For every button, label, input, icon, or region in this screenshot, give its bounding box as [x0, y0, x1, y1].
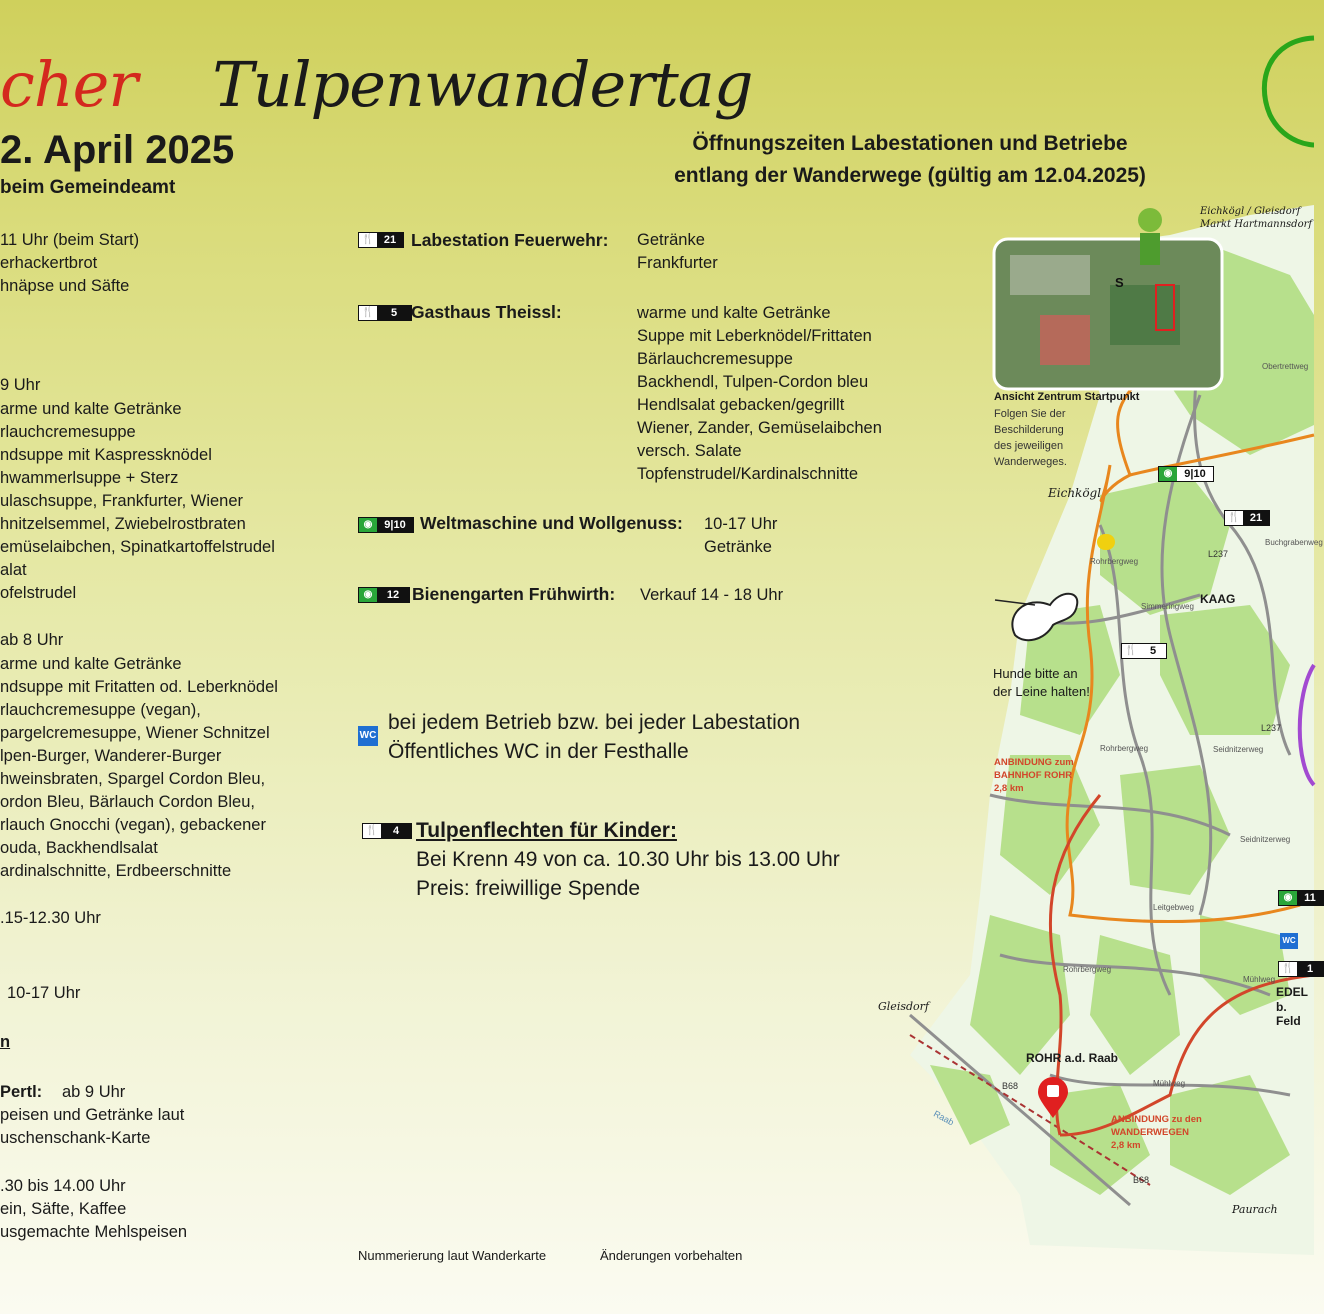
- place-paurach: Paurach: [1232, 1203, 1278, 1216]
- road-label: Rohrbergweg: [1100, 744, 1149, 753]
- page-title: [0, 48, 752, 121]
- inset-text-line: Folgen Sie der: [994, 408, 1066, 420]
- header-line-2: entlang der Wanderwege (gültig am 12.04.2025): [674, 164, 1146, 187]
- map-badge-9-10: [1158, 466, 1214, 482]
- rail-note-line: WANDERWEGEN: [1111, 1127, 1189, 1138]
- river-raab: Raab: [931, 1108, 956, 1128]
- place-rohr: ROHR a.d. Raab: [1026, 1051, 1119, 1065]
- start-location: beim Gemeindeamt: [0, 177, 176, 198]
- fork-knife-icon: 🍴: [1122, 644, 1140, 658]
- list-item: ardinalschnitte, Erdbeerschnitte: [0, 862, 232, 880]
- list-item: ein, Säfte, Kaffee: [0, 1200, 127, 1218]
- list-item: hweinsbraten, Spargel Cordon Bleu,: [0, 770, 266, 788]
- list-item: hnäpse und Säfte: [0, 277, 130, 295]
- list-item: ofelstrudel: [0, 584, 77, 602]
- map-badge-number: 9|10: [1177, 467, 1213, 481]
- station-line: Frankfurter: [637, 254, 718, 272]
- station-line: Suppe mit Leberknödel/Frittaten: [637, 327, 872, 345]
- list-item: ab 9 Uhr: [62, 1083, 126, 1101]
- list-item: arme und kalte Getränke: [0, 655, 182, 673]
- fork-knife-icon: 🍴: [359, 306, 377, 320]
- list-item: ndsuppe mit Kaspressknödel: [0, 446, 212, 464]
- place-gleisdorf: Gleisdorf: [878, 1000, 929, 1013]
- list-item: arme und kalte Getränke: [0, 400, 182, 418]
- footer-note: Nummerierung laut Wanderkarte: [358, 1248, 547, 1263]
- list-item: rlauch Gnocchi (vegan), gebackener: [0, 816, 266, 834]
- list-item: pargelcremesuppe, Wiener Schnitzel: [0, 724, 270, 742]
- rail-note-line: 2,8 km: [994, 783, 1024, 794]
- road-b68: B68: [1002, 1081, 1019, 1091]
- fork-knife-icon: 🍴: [359, 233, 377, 247]
- wc-note-line-1: bei jedem Betrieb bzw. bei jeder Labestation: [388, 711, 801, 734]
- station-name: Gasthaus Theissl:: [411, 302, 562, 322]
- kids-number: 4: [381, 824, 411, 838]
- road-label: Rohrbergweg: [1063, 965, 1112, 974]
- place-label: Eichkögl / Gleisdorf: [1200, 206, 1301, 217]
- map-badge-21: [1224, 510, 1270, 526]
- map-badge-number: 11: [1297, 891, 1323, 905]
- station-number: 12: [377, 588, 409, 602]
- logo-circle: [1250, 30, 1314, 150]
- list-item: ulaschsuppe, Frankfurter, Wiener: [0, 492, 244, 510]
- list-item: 11 Uhr (beim Start): [0, 231, 140, 249]
- fork-knife-icon: 🍴: [363, 824, 381, 838]
- road-label: Obertrettweg: [1262, 362, 1309, 371]
- map-badge-number: 1: [1297, 962, 1323, 976]
- wc-icon: WC: [358, 726, 378, 746]
- map-badge-number: 5: [1140, 644, 1166, 658]
- road-label: Mühlweg: [1243, 975, 1276, 984]
- station-line: 10-17 Uhr: [704, 515, 778, 533]
- inset-text: [994, 406, 1067, 470]
- list-item: emüselaibchen, Spinatkartoffelstrudel: [0, 538, 275, 556]
- list-item: ab 8 Uhr: [0, 631, 64, 649]
- fork-knife-icon: 🍴: [1279, 962, 1297, 976]
- fork-knife-icon: 🍴: [1225, 511, 1243, 525]
- station-badge: [358, 232, 404, 248]
- place-label: Markt Hartmannsdorf: [1200, 219, 1313, 230]
- list-item: n: [0, 1033, 11, 1051]
- inset-title: Ansicht Zentrum Startpunkt: [994, 391, 1140, 403]
- road-label: Simmeringweg: [1141, 602, 1194, 611]
- place-feld: b. Feld: [1276, 1000, 1301, 1028]
- station-number: 9|10: [377, 518, 413, 532]
- rail-connection-note: [994, 756, 1074, 795]
- list-item: 10-17 Uhr: [7, 984, 81, 1002]
- place-label-top: [1200, 205, 1312, 231]
- station-line: Hendlsalat gebacken/gegrillt: [637, 396, 845, 414]
- rail-note-line: 2,8 km: [1111, 1140, 1141, 1151]
- eye-icon: ◉: [359, 518, 377, 532]
- place-kaag: KAAG: [1200, 592, 1236, 606]
- station-line: warme und kalte Getränke: [637, 304, 831, 322]
- kids-title: Tulpenflechten für Kinder:: [416, 819, 677, 842]
- map-badge-number: 21: [1243, 511, 1269, 525]
- list-item: rlauchcremesuppe: [0, 423, 136, 441]
- list-item: lpen-Burger, Wanderer-Burger: [0, 747, 222, 765]
- station-badge: [358, 587, 410, 603]
- rail-note-line: BAHNHOF ROHR: [994, 770, 1073, 781]
- rail-note-line: ANBINDUNG zum: [994, 757, 1074, 768]
- list-item: Pertl:: [0, 1083, 43, 1101]
- list-item: usgemachte Mehlspeisen: [0, 1223, 188, 1241]
- place-eichkoegl: Eichkögl: [1048, 486, 1102, 500]
- wc-note-line-2: Öffentliches WC in der Festhalle: [388, 740, 689, 763]
- station-name: Labestation Feuerwehr:: [411, 230, 609, 250]
- list-item: ordon Bleu, Bärlauch Cordon Bleu,: [0, 793, 255, 811]
- title-red: cher: [0, 48, 137, 121]
- kids-line-2: Preis: freiwillige Spende: [416, 877, 641, 900]
- kids-badge: [362, 823, 412, 839]
- list-item: alat: [0, 561, 27, 579]
- road-label: Seidnitzerweg: [1240, 835, 1291, 844]
- list-item: erhackertbrot: [0, 254, 98, 272]
- place-edel: EDEL: [1276, 985, 1309, 999]
- map-badge-5: [1121, 643, 1167, 659]
- event-date: 2. April 2025: [0, 128, 235, 172]
- dog-note-line: der Leine halten!: [993, 684, 1090, 699]
- list-item: hnitzelsemmel, Zwiebelrostbraten: [0, 515, 246, 533]
- road-b68-2: B68: [1133, 1175, 1150, 1185]
- station-badge: [358, 517, 414, 533]
- eye-icon: ◉: [1159, 467, 1177, 481]
- hiking-map: [870, 195, 1314, 1255]
- mascot-icon: [1138, 208, 1162, 232]
- dog-note-line: Hunde bitte an: [993, 666, 1078, 681]
- list-item: .15-12.30 Uhr: [0, 909, 101, 927]
- kids-line-1: Bei Krenn 49 von ca. 10.30 Uhr bis 13.00 Uhr: [416, 848, 840, 871]
- inset-text-line: Wanderweges.: [994, 456, 1067, 468]
- dog-note: [993, 665, 1090, 701]
- opening-hours-header: [650, 128, 1170, 192]
- list-item: peisen und Getränke laut: [0, 1106, 185, 1124]
- road-label: Mühlweg: [1153, 1079, 1186, 1088]
- station-line: Wiener, Zander, Gemüselaibchen: [637, 419, 882, 437]
- eye-icon: ◉: [359, 588, 377, 602]
- station-line: Getränke: [704, 538, 772, 556]
- station-line: Getränke: [637, 231, 705, 249]
- station-line: Backhendl, Tulpen-Cordon bleu: [637, 373, 869, 391]
- inset-text-line: des jeweiligen: [994, 440, 1064, 452]
- wc-icon: WC: [1280, 933, 1298, 949]
- rail-note-line: ANBINDUNG zu den: [1111, 1114, 1202, 1125]
- station-line: Bärlauchcremesuppe: [637, 350, 793, 368]
- station-line: Verkauf 14 - 18 Uhr: [640, 586, 784, 604]
- eye-icon: ◉: [1279, 891, 1297, 905]
- station-number: 21: [377, 233, 403, 247]
- map-badge-11: [1278, 890, 1324, 906]
- road-label: Leitgebweg: [1153, 903, 1194, 912]
- inset-text-line: Beschilderung: [994, 424, 1064, 436]
- list-item: .30 bis 14.00 Uhr: [0, 1177, 126, 1195]
- train-station-icon: [1038, 1078, 1068, 1118]
- station-line: versch. Salate: [637, 442, 742, 460]
- title-black: Tulpenwandertag: [212, 48, 753, 121]
- dog-icon: [995, 575, 1085, 655]
- list-item: hwammerlsuppe + Sterz: [0, 469, 179, 487]
- list-item: rlauchcremesuppe (vegan),: [0, 701, 201, 719]
- road-label: Rohrbergweg: [1090, 557, 1139, 566]
- road-l237: L237: [1208, 549, 1229, 559]
- header-line-1: Öffnungszeiten Labestationen und Betriebe: [692, 132, 1128, 155]
- station-name: Weltmaschine und Wollgenuss:: [420, 513, 683, 533]
- footer-disclaimer: Änderungen vorbehalten: [600, 1248, 743, 1263]
- list-item: ndsuppe mit Fritatten od. Leberknödel: [0, 678, 278, 696]
- station-number: 5: [377, 306, 411, 320]
- station-name: Bienengarten Frühwirth:: [412, 584, 616, 604]
- list-item: 9 Uhr: [0, 376, 41, 394]
- map-badge-1: [1278, 961, 1324, 977]
- inset-start-letter: S: [1115, 275, 1124, 290]
- binoculars-icon: [1097, 534, 1115, 550]
- road-label: Buchgrabenweg: [1265, 538, 1323, 547]
- road-l237-2: L237: [1261, 723, 1282, 733]
- station-line: Topfenstrudel/Kardinalschnitte: [637, 465, 859, 483]
- list-item: ouda, Backhendlsalat: [0, 839, 158, 857]
- list-item: uschenschank-Karte: [0, 1129, 151, 1147]
- station-badge: [358, 305, 412, 321]
- road-label: Seidnitzerweg: [1213, 745, 1264, 754]
- trail-connection-note: [1111, 1113, 1202, 1152]
